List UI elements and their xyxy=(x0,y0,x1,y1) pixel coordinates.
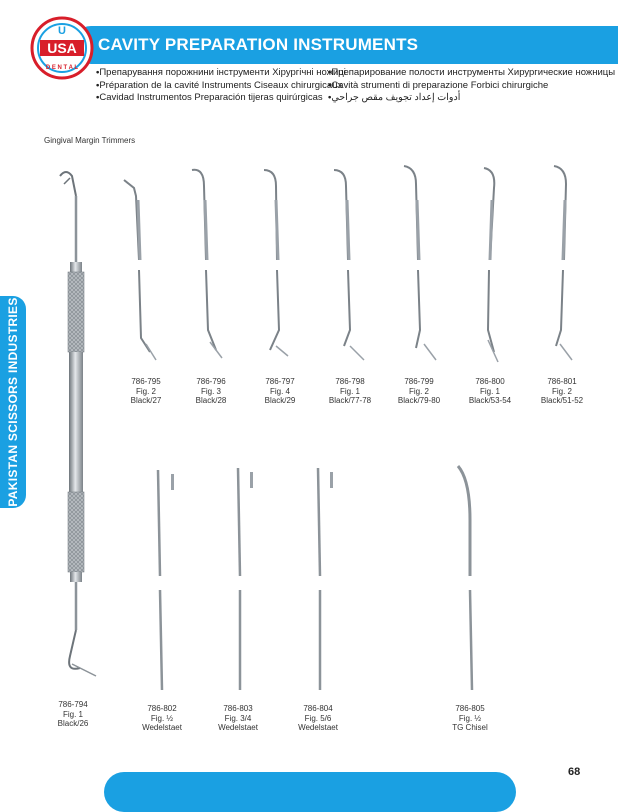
subtitle-arabic: • أدوات إعداد تجويف مقص جراحي xyxy=(328,92,615,105)
instrument-786-798-drawing xyxy=(334,170,364,360)
subtitle-russian: • Препарирование полости инструменты Хирургические ножницы xyxy=(328,67,615,80)
product-code: 786-800 xyxy=(475,377,505,386)
instrument-786-803-drawing xyxy=(238,468,253,690)
caption-786-797 xyxy=(265,377,296,406)
side-tab-text: PAKISTAN SCISSORS INDUSTRIES xyxy=(6,297,20,507)
product-code: 786-796 xyxy=(196,377,226,386)
instrument-786-797-drawing xyxy=(264,170,288,356)
instrument-786-799-drawing xyxy=(404,166,436,360)
product-code: 786-795 xyxy=(131,377,161,386)
product-code: 786-801 xyxy=(547,377,577,386)
logo-dental-text: D E N T A L xyxy=(45,65,79,71)
product-note: TG Chisel xyxy=(452,723,488,732)
instrument-786-805-drawing xyxy=(458,466,472,690)
product-note: Black/53-54 xyxy=(468,396,512,405)
instrument-786-800-drawing xyxy=(484,168,498,362)
section-label: Gingival Margin Trimmers xyxy=(44,136,136,145)
product-note: Wedelstaet xyxy=(142,723,182,732)
caption-786-802 xyxy=(142,704,182,733)
product-code: 786-798 xyxy=(335,377,365,386)
instrument-786-796-drawing xyxy=(192,170,222,358)
subtitle-spanish: • Cavidad Instrumentos Preparación tijeras quirúrgicas xyxy=(96,92,346,105)
logo-letter-u: U xyxy=(58,25,66,37)
product-fig: Fig. 3/4 xyxy=(224,713,252,723)
page-number: 68 xyxy=(568,766,581,778)
caption-786-804 xyxy=(298,704,338,733)
instrument-786-795-drawing xyxy=(124,180,156,360)
product-fig: Fig. ½ xyxy=(150,713,174,723)
product-code: 786-803 xyxy=(223,704,253,713)
subtitle-ukrainian: • Препарування порожнини інструменти Хірургічні ножиці xyxy=(96,67,346,80)
product-note: Black/77-78 xyxy=(328,396,372,405)
instrument-786-802-drawing xyxy=(158,470,174,690)
subtitle-french: • Préparation de la cavité Instruments Ciseaux chirurgicaux xyxy=(96,80,346,93)
product-note: Black/29 xyxy=(264,396,296,405)
product-note: Black/51-52 xyxy=(540,396,584,405)
instrument-786-794-drawing xyxy=(60,172,96,676)
caption-786-803 xyxy=(218,704,258,733)
product-fig: Fig. 1 xyxy=(62,709,83,719)
subtitle-italian: • Cavità strumenti di preparazione Forbici chirurgiche xyxy=(328,80,615,93)
product-note: Wedelstaet xyxy=(298,723,338,732)
product-fig: Fig. 2 xyxy=(408,386,429,396)
product-code: 786-802 xyxy=(147,704,177,713)
product-code: 786-797 xyxy=(265,377,295,386)
product-fig: Fig. 5/6 xyxy=(304,713,332,723)
caption-786-798 xyxy=(329,377,371,406)
product-code: 786-804 xyxy=(303,704,333,713)
product-fig: Fig. 4 xyxy=(269,386,290,396)
footer-bar xyxy=(104,772,516,812)
caption-786-795 xyxy=(131,377,162,406)
instrument-786-804-drawing xyxy=(318,468,333,690)
logo-usa-text: USA xyxy=(47,40,77,56)
product-fig: Fig. 3 xyxy=(200,386,221,396)
product-code: 786-805 xyxy=(455,704,485,713)
page-title: CAVITY PREPARATION INSTRUMENTS xyxy=(98,35,419,54)
caption-786-794 xyxy=(58,700,89,729)
product-note: Wedelstaet xyxy=(218,723,258,732)
product-note: Black/27 xyxy=(130,396,162,405)
product-fig: Fig. 2 xyxy=(551,386,572,396)
caption-786-799 xyxy=(398,377,440,406)
product-code: 786-799 xyxy=(404,377,434,386)
caption-786-796 xyxy=(196,377,227,406)
caption-786-800 xyxy=(469,377,511,406)
product-fig: Fig. 1 xyxy=(479,386,500,396)
product-code: 786-794 xyxy=(58,700,88,709)
product-note: Black/79-80 xyxy=(397,396,441,405)
product-fig: Fig. 2 xyxy=(135,386,156,396)
product-note: Black/26 xyxy=(57,719,89,728)
product-note: Black/28 xyxy=(195,396,227,405)
product-fig: Fig. 1 xyxy=(339,386,360,396)
instrument-786-801-drawing xyxy=(554,166,572,360)
caption-786-805 xyxy=(452,704,488,733)
caption-786-801 xyxy=(541,377,583,406)
product-fig: Fig. ½ xyxy=(458,713,482,723)
